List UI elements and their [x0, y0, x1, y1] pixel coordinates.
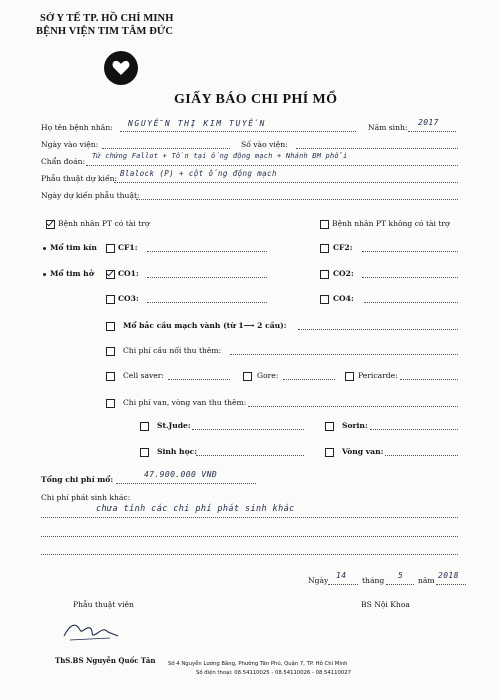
valve-extra-label: Chi phí van, vòng van thu thêm:	[123, 398, 247, 407]
surgeon-signature	[60, 616, 130, 646]
surgery-plan-label: Phẫu thuật dự kiến:	[41, 174, 118, 183]
patient-name-line	[120, 131, 356, 132]
co4-checkbox[interactable]	[320, 295, 329, 304]
birth-year-label: Năm sinh:	[368, 123, 408, 132]
other-cost-value: chưa tính các chi phí phát sinh khác	[96, 504, 295, 514]
page-title: GIẤY BÁO CHI PHÍ MỔ	[174, 92, 338, 107]
closed-heart-bullet	[43, 247, 46, 250]
admit-date-label: Ngày vào viện:	[41, 140, 99, 149]
other-cost-line-1	[41, 517, 458, 518]
co2-label: CO2:	[333, 269, 354, 278]
co4-label: CO4:	[333, 294, 354, 303]
surgery-plan-value: Blalock (P) + cột ống động mạch	[120, 169, 277, 178]
gore-line	[283, 379, 335, 380]
birth-year-value: 2017	[418, 118, 439, 127]
surgery-plan-line	[114, 182, 458, 183]
bio-line	[196, 455, 304, 456]
cf2-checkbox[interactable]	[320, 244, 329, 253]
cabg-label: Mổ bắc cầu mạch vành (từ 1⟶ 2 cầu):	[123, 321, 287, 330]
date-day-label: Ngày	[308, 576, 329, 585]
co1-checkbox[interactable]	[106, 270, 115, 279]
date-month-label: tháng	[362, 576, 385, 585]
diagnosis-line	[86, 165, 458, 166]
closed-heart-label: Mổ tim kín	[50, 243, 97, 252]
cf1-label: CF1:	[118, 243, 138, 252]
patient-name-value: NGUYỄN THỊ KIM TUYẾN	[128, 119, 266, 128]
cf1-checkbox[interactable]	[106, 244, 115, 253]
funded-label: Bệnh nhân PT có tài trợ	[58, 219, 150, 228]
co3-checkbox[interactable]	[106, 295, 115, 304]
ring-line	[385, 455, 458, 456]
date-day-line	[328, 584, 358, 585]
date-year-value: 2018	[438, 571, 459, 580]
total-cost-line	[116, 483, 256, 484]
ring-label: Vòng van:	[342, 447, 384, 456]
admit-no-label: Số vào viện:	[241, 140, 288, 149]
stjude-label: St.Jude:	[157, 421, 191, 430]
co3-label: CO3:	[118, 294, 139, 303]
bio-label: Sinh học:	[157, 447, 198, 456]
cf2-line	[362, 251, 458, 252]
cabg-line	[298, 329, 458, 330]
org-line-1: SỞ Y TẾ TP. HỒ CHÍ MINH	[40, 13, 174, 24]
surgeon-name: ThS.BS Nguyễn Quốc Tân	[55, 656, 156, 665]
total-cost-value: 47.900.000 VNĐ	[144, 470, 218, 479]
valve-extra-checkbox[interactable]	[106, 399, 115, 408]
date-day-value: 14	[336, 571, 347, 580]
other-cost-line-2	[41, 536, 458, 537]
open-heart-label: Mổ tim hở	[50, 269, 94, 278]
cell-saver-label: Cell saver:	[123, 371, 164, 380]
not-funded-label: Bệnh nhân PT không có tài trợ	[332, 219, 450, 228]
total-cost-label: Tổng chi phí mổ:	[41, 475, 114, 484]
patient-name-label: Họ tên bệnh nhân:	[41, 123, 113, 132]
co2-checkbox[interactable]	[320, 270, 329, 279]
pericarde-label: Pericarde:	[358, 371, 398, 380]
cf1-line	[147, 251, 267, 252]
bio-checkbox[interactable]	[140, 448, 149, 457]
pericarde-line	[400, 379, 458, 380]
not-funded-checkbox[interactable]	[320, 220, 329, 229]
date-year-line	[436, 584, 466, 585]
cabg-checkbox[interactable]	[106, 322, 115, 331]
gore-checkbox[interactable]	[243, 372, 252, 381]
internal-doctor-label: BS Nội Khoa	[361, 600, 410, 609]
bypass-extra-label: Chi phí cầu nối thu thêm:	[123, 346, 222, 355]
heart-in-circle-icon	[104, 51, 138, 85]
ring-checkbox[interactable]	[325, 448, 334, 457]
bypass-extra-line	[230, 354, 458, 355]
admit-date-line	[102, 148, 230, 149]
other-cost-label: Chi phí phát sinh khác:	[41, 493, 131, 502]
sorin-line	[370, 429, 458, 430]
sorin-checkbox[interactable]	[325, 422, 334, 431]
co4-line	[364, 302, 458, 303]
stjude-checkbox[interactable]	[140, 422, 149, 431]
co1-line	[147, 277, 267, 278]
co3-line	[147, 302, 267, 303]
surgery-date-line	[136, 199, 458, 200]
pericarde-checkbox[interactable]	[345, 372, 354, 381]
date-month-value: 5	[398, 571, 404, 580]
cell-saver-line	[168, 379, 230, 380]
footer-address: Số 4 Nguyễn Lương Bằng, Phường Tân Phú, Quận 7, TP. Hồ Chí Minh	[168, 661, 348, 667]
co2-line	[362, 277, 458, 278]
sorin-label: Sorin:	[342, 421, 368, 430]
birth-year-line	[408, 131, 456, 132]
stjude-line	[192, 429, 304, 430]
cell-saver-checkbox[interactable]	[106, 372, 115, 381]
funded-checkbox[interactable]	[46, 220, 55, 229]
org-line-2: BỆNH VIỆN TIM TÂM ĐỨC	[36, 26, 174, 37]
co1-label: CO1:	[118, 269, 139, 278]
diagnosis-value: Tứ chứng Fallot + Tồn tại ống động mạch + Nhánh ĐM phổi	[92, 152, 348, 160]
gore-label: Gore:	[257, 371, 279, 380]
date-year-label: năm	[418, 576, 435, 585]
valve-extra-line	[248, 406, 458, 407]
admit-no-line	[296, 148, 458, 149]
open-heart-bullet	[43, 273, 46, 276]
other-cost-line-3	[41, 554, 458, 555]
diagnosis-label: Chẩn đoán:	[41, 157, 86, 166]
date-month-line	[386, 584, 414, 585]
bypass-extra-checkbox[interactable]	[106, 347, 115, 356]
surgeon-label: Phẫu thuật viên	[73, 600, 134, 609]
footer-phone: Số điện thoại: 08.54110025 - 08.54110026 - 08.54110027	[196, 670, 351, 676]
surgery-date-label: Ngày dự kiến phẫu thuật:	[41, 191, 140, 200]
cf2-label: CF2:	[333, 243, 353, 252]
